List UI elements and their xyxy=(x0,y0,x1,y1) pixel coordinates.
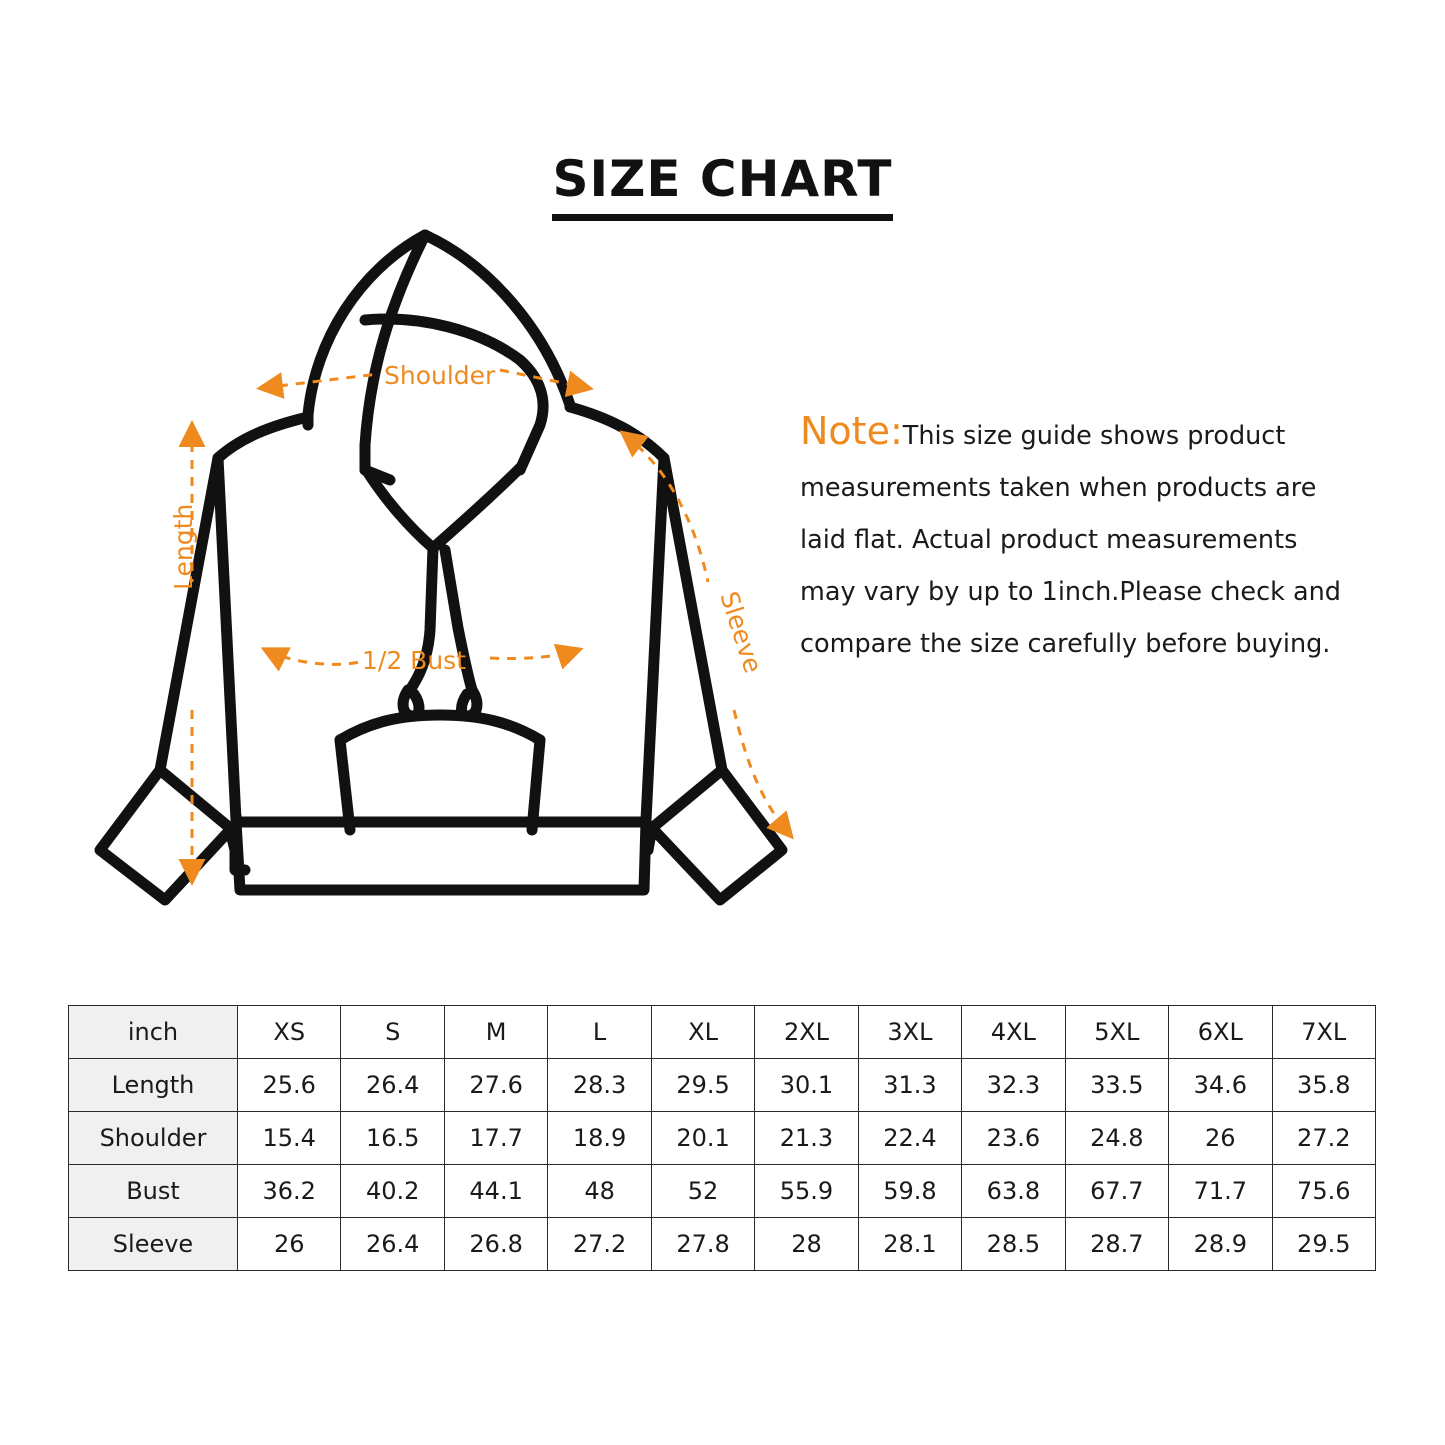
note-line-2: measurements taken when products are xyxy=(800,473,1317,503)
table-cell: 26 xyxy=(1169,1112,1272,1165)
row-label: Shoulder xyxy=(69,1112,238,1165)
sleeve-label: Sleeve xyxy=(714,587,768,677)
size-table xyxy=(68,1005,1376,1271)
table-cell: 48 xyxy=(548,1165,651,1218)
table-cell: 29.5 xyxy=(1272,1218,1375,1271)
table-cell: 52 xyxy=(651,1165,754,1218)
hoodie-outline xyxy=(100,235,782,900)
table-cell: 27.8 xyxy=(651,1218,754,1271)
table-header-cell: 2XL xyxy=(755,1006,858,1059)
table-cell: 28 xyxy=(755,1218,858,1271)
table-cell: 55.9 xyxy=(755,1165,858,1218)
table-cell: 75.6 xyxy=(1272,1165,1375,1218)
table-cell: 16.5 xyxy=(341,1112,444,1165)
note-line-3: laid flat. Actual product measurements xyxy=(800,525,1298,555)
table-cell: 15.4 xyxy=(238,1112,341,1165)
table-cell: 28.5 xyxy=(962,1218,1065,1271)
table-cell: 32.3 xyxy=(962,1059,1065,1112)
table-cell: 26 xyxy=(238,1218,341,1271)
table-header-cell: L xyxy=(548,1006,651,1059)
table-row xyxy=(69,1112,1376,1165)
table-cell: 27.2 xyxy=(548,1218,651,1271)
table-header-cell: 3XL xyxy=(858,1006,961,1059)
table-cell: 71.7 xyxy=(1169,1165,1272,1218)
table-cell: 63.8 xyxy=(962,1165,1065,1218)
table-cell: 31.3 xyxy=(858,1059,961,1112)
size-table-wrap xyxy=(68,1005,1376,1271)
table-cell: 25.6 xyxy=(238,1059,341,1112)
table-cell: 28.7 xyxy=(1065,1218,1168,1271)
page-title-text: SIZE CHART xyxy=(552,150,892,221)
table-cell: 28.3 xyxy=(548,1059,651,1112)
table-cell: 35.8 xyxy=(1272,1059,1375,1112)
note-line-4: may vary by up to 1inch.Please check and xyxy=(800,577,1341,607)
table-header-cell: XS xyxy=(238,1006,341,1059)
table-header-cell: 4XL xyxy=(962,1006,1065,1059)
table-cell: 59.8 xyxy=(858,1165,961,1218)
table-cell: 34.6 xyxy=(1169,1059,1272,1112)
row-label: Length xyxy=(69,1059,238,1112)
table-cell: 18.9 xyxy=(548,1112,651,1165)
table-cell: 67.7 xyxy=(1065,1165,1168,1218)
table-header-cell: XL xyxy=(651,1006,754,1059)
table-cell: 26.4 xyxy=(341,1218,444,1271)
table-cell: 20.1 xyxy=(651,1112,754,1165)
note-line-1-text: This size guide shows product xyxy=(902,421,1286,451)
hoodie-illustration xyxy=(40,210,840,920)
table-cell: 28.1 xyxy=(858,1218,961,1271)
table-cell: 29.5 xyxy=(651,1059,754,1112)
table-header-cell: S xyxy=(341,1006,444,1059)
table-row xyxy=(69,1165,1376,1218)
table-row xyxy=(69,1218,1376,1271)
table-header-cell: inch xyxy=(69,1006,238,1059)
table-header-cell: 6XL xyxy=(1169,1006,1272,1059)
table-row xyxy=(69,1059,1376,1112)
table-cell: 44.1 xyxy=(444,1165,547,1218)
table-cell: 26.8 xyxy=(444,1218,547,1271)
row-label: Bust xyxy=(69,1165,238,1218)
row-label: Sleeve xyxy=(69,1218,238,1271)
note-label: Note: xyxy=(800,409,903,453)
note-line-5: compare the size carefully before buying. xyxy=(800,629,1331,659)
table-cell: 26.4 xyxy=(341,1059,444,1112)
table-cell: 40.2 xyxy=(341,1165,444,1218)
table-cell: 21.3 xyxy=(755,1112,858,1165)
table-cell: 36.2 xyxy=(238,1165,341,1218)
table-cell: 22.4 xyxy=(858,1112,961,1165)
table-cell: 30.1 xyxy=(755,1059,858,1112)
shoulder-label: Shoulder xyxy=(384,361,496,390)
table-header-cell: 7XL xyxy=(1272,1006,1375,1059)
table-header-row xyxy=(69,1006,1376,1059)
note-block xyxy=(800,410,1410,670)
table-cell: 24.8 xyxy=(1065,1112,1168,1165)
note-line-1 xyxy=(800,410,1410,462)
table-header-cell: M xyxy=(444,1006,547,1059)
table-cell: 17.7 xyxy=(444,1112,547,1165)
table-cell: 33.5 xyxy=(1065,1059,1168,1112)
length-label: Length xyxy=(169,503,198,590)
table-cell: 27.2 xyxy=(1272,1112,1375,1165)
table-cell: 27.6 xyxy=(444,1059,547,1112)
table-cell: 23.6 xyxy=(962,1112,1065,1165)
table-header-cell: 5XL xyxy=(1065,1006,1168,1059)
bust-label: 1/2 Bust xyxy=(362,646,467,675)
table-cell: 28.9 xyxy=(1169,1218,1272,1271)
